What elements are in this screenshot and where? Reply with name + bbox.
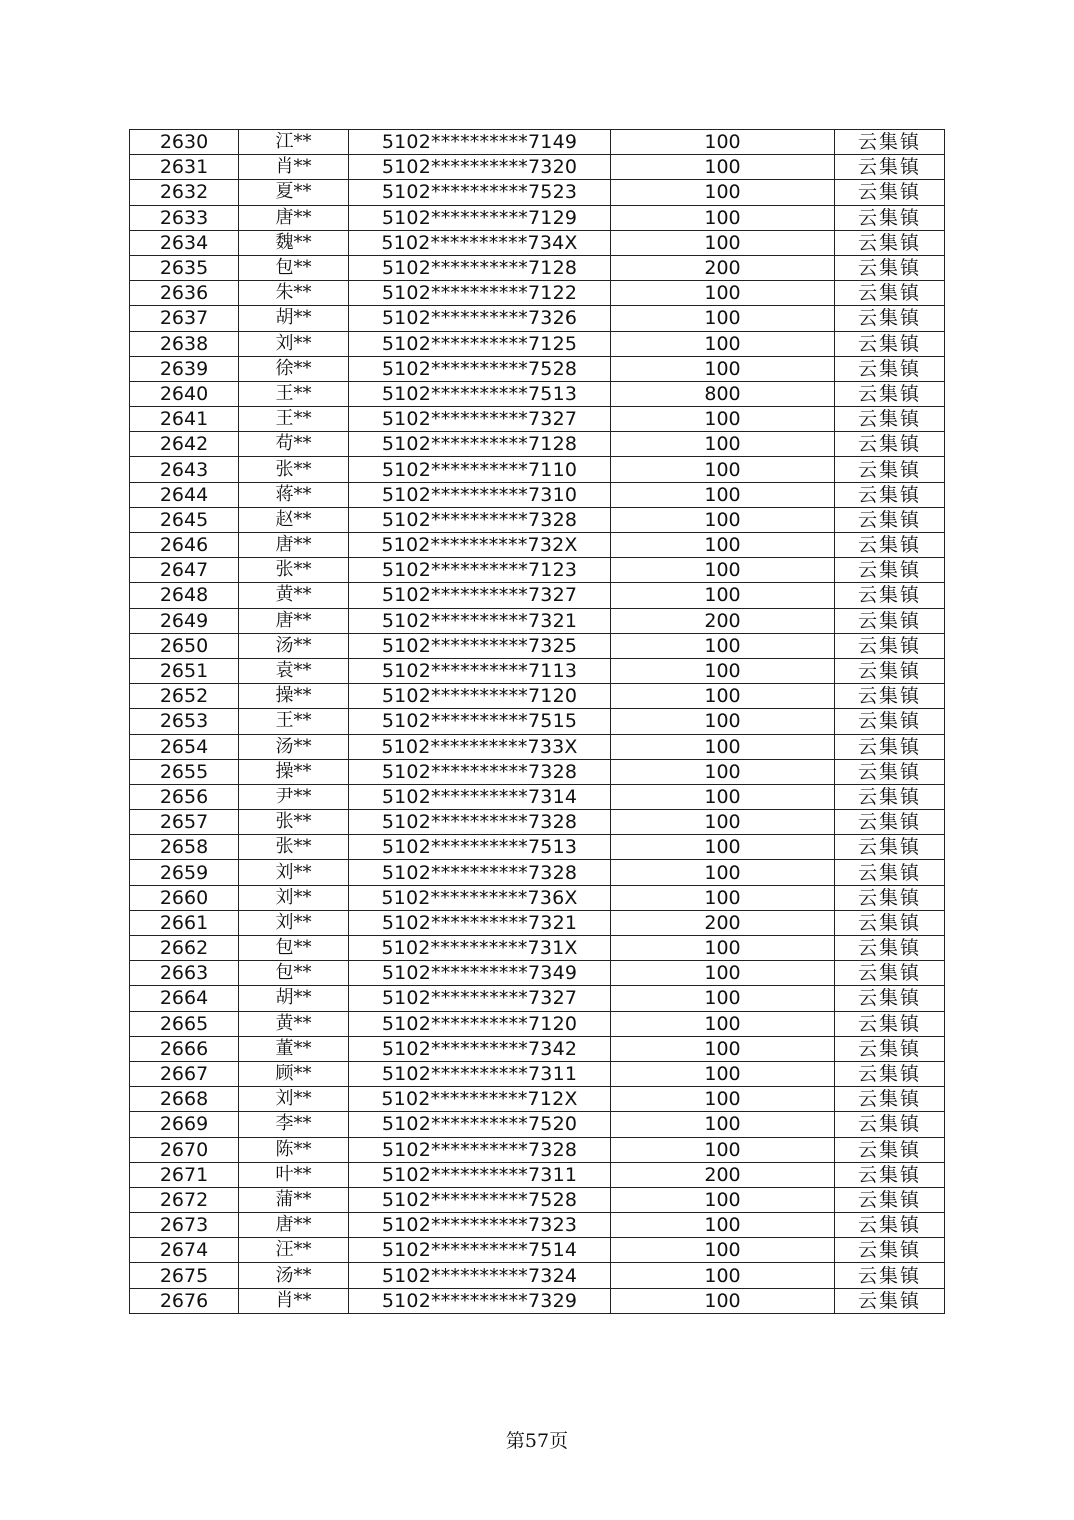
row-number-cell: 2636 [130, 281, 239, 306]
row-number-cell: 2666 [130, 1036, 239, 1061]
table-row [130, 356, 945, 381]
row-number-cell: 2659 [130, 860, 239, 885]
town-cell: 云集镇 [835, 633, 945, 658]
id-number-cell: 5102**********7314 [349, 784, 611, 809]
town-cell: 云集镇 [835, 1087, 945, 1112]
id-number-cell: 5102**********7321 [349, 608, 611, 633]
id-number-cell: 5102**********7110 [349, 457, 611, 482]
person-name-cell: 刘** [239, 860, 349, 885]
id-number-cell: 5102**********7328 [349, 810, 611, 835]
id-number-cell: 5102**********732X [349, 533, 611, 558]
id-number-cell: 5102**********7513 [349, 835, 611, 860]
id-number-cell: 5102**********7113 [349, 658, 611, 683]
table-row [130, 1036, 945, 1061]
table-row [130, 583, 945, 608]
amount-cell: 100 [611, 810, 835, 835]
amount-cell: 100 [611, 1061, 835, 1086]
row-number-cell: 2676 [130, 1288, 239, 1313]
table-row [130, 155, 945, 180]
person-name-cell: 操** [239, 759, 349, 784]
row-number-cell: 2671 [130, 1162, 239, 1187]
table-row [130, 784, 945, 809]
town-cell: 云集镇 [835, 759, 945, 784]
town-cell: 云集镇 [835, 910, 945, 935]
id-number-cell: 5102**********7120 [349, 684, 611, 709]
table-row [130, 936, 945, 961]
amount-cell: 100 [611, 306, 835, 331]
person-name-cell: 陈** [239, 1137, 349, 1162]
person-name-cell: 汤** [239, 1263, 349, 1288]
town-cell: 云集镇 [835, 1162, 945, 1187]
amount-cell: 100 [611, 860, 835, 885]
amount-cell: 100 [611, 1213, 835, 1238]
table-row [130, 507, 945, 532]
person-name-cell: 操** [239, 684, 349, 709]
amount-cell: 100 [611, 759, 835, 784]
row-number-cell: 2674 [130, 1238, 239, 1263]
amount-cell: 100 [611, 281, 835, 306]
id-number-cell: 5102**********7323 [349, 1213, 611, 1238]
town-cell: 云集镇 [835, 507, 945, 532]
amount-cell: 100 [611, 583, 835, 608]
table-row [130, 835, 945, 860]
person-name-cell: 尹** [239, 784, 349, 809]
amount-cell: 100 [611, 331, 835, 356]
town-cell: 云集镇 [835, 331, 945, 356]
table-row [130, 633, 945, 658]
row-number-cell: 2637 [130, 306, 239, 331]
row-number-cell: 2634 [130, 230, 239, 255]
id-number-cell: 5102**********7329 [349, 1288, 611, 1313]
person-name-cell: 刘** [239, 910, 349, 935]
town-cell: 云集镇 [835, 457, 945, 482]
id-number-cell: 5102**********7528 [349, 1187, 611, 1212]
town-cell: 云集镇 [835, 1288, 945, 1313]
id-number-cell: 5102**********736X [349, 885, 611, 910]
row-number-cell: 2667 [130, 1061, 239, 1086]
town-cell: 云集镇 [835, 558, 945, 583]
id-number-cell: 5102**********7122 [349, 281, 611, 306]
id-number-cell: 5102**********7327 [349, 407, 611, 432]
person-name-cell: 董** [239, 1036, 349, 1061]
person-name-cell: 黄** [239, 1011, 349, 1036]
amount-cell: 100 [611, 155, 835, 180]
town-cell: 云集镇 [835, 205, 945, 230]
row-number-cell: 2639 [130, 356, 239, 381]
table-row [130, 810, 945, 835]
id-number-cell: 5102**********7321 [349, 910, 611, 935]
amount-cell: 100 [611, 633, 835, 658]
person-name-cell: 张** [239, 457, 349, 482]
table-row [130, 255, 945, 280]
table-row [130, 885, 945, 910]
town-cell: 云集镇 [835, 961, 945, 986]
table-row [130, 130, 945, 155]
row-number-cell: 2647 [130, 558, 239, 583]
table-row [130, 1162, 945, 1187]
row-number-cell: 2635 [130, 255, 239, 280]
row-number-cell: 2643 [130, 457, 239, 482]
table-row [130, 1011, 945, 1036]
table-row [130, 533, 945, 558]
person-name-cell: 唐** [239, 533, 349, 558]
amount-cell: 100 [611, 961, 835, 986]
table-row [130, 432, 945, 457]
id-number-cell: 5102**********7342 [349, 1036, 611, 1061]
person-name-cell: 汪** [239, 1238, 349, 1263]
row-number-cell: 2641 [130, 407, 239, 432]
town-cell: 云集镇 [835, 407, 945, 432]
id-number-cell: 5102**********733X [349, 734, 611, 759]
town-cell: 云集镇 [835, 533, 945, 558]
person-name-cell: 蒋** [239, 482, 349, 507]
id-number-cell: 5102**********731X [349, 936, 611, 961]
amount-cell: 100 [611, 784, 835, 809]
table-row [130, 684, 945, 709]
town-cell: 云集镇 [835, 306, 945, 331]
person-name-cell: 唐** [239, 205, 349, 230]
person-name-cell: 张** [239, 835, 349, 860]
row-number-cell: 2658 [130, 835, 239, 860]
person-name-cell: 王** [239, 709, 349, 734]
person-name-cell: 朱** [239, 281, 349, 306]
row-number-cell: 2675 [130, 1263, 239, 1288]
amount-cell: 100 [611, 230, 835, 255]
table-row [130, 1238, 945, 1263]
town-cell: 云集镇 [835, 734, 945, 759]
table-row [130, 180, 945, 205]
id-number-cell: 5102**********7149 [349, 130, 611, 155]
table-row [130, 986, 945, 1011]
table-row [130, 1087, 945, 1112]
row-number-cell: 2657 [130, 810, 239, 835]
table-row [130, 1288, 945, 1313]
amount-cell: 100 [611, 1087, 835, 1112]
id-number-cell: 5102**********7320 [349, 155, 611, 180]
table-row [130, 558, 945, 583]
amount-cell: 200 [611, 910, 835, 935]
id-number-cell: 5102**********712X [349, 1087, 611, 1112]
row-number-cell: 2646 [130, 533, 239, 558]
row-number-cell: 2673 [130, 1213, 239, 1238]
table-row [130, 482, 945, 507]
table-row [130, 961, 945, 986]
person-name-cell: 肖** [239, 1288, 349, 1313]
town-cell: 云集镇 [835, 356, 945, 381]
town-cell: 云集镇 [835, 784, 945, 809]
person-name-cell: 包** [239, 961, 349, 986]
amount-cell: 100 [611, 1288, 835, 1313]
amount-cell: 100 [611, 936, 835, 961]
row-number-cell: 2663 [130, 961, 239, 986]
town-cell: 云集镇 [835, 684, 945, 709]
row-number-cell: 2645 [130, 507, 239, 532]
amount-cell: 100 [611, 658, 835, 683]
person-name-cell: 叶** [239, 1162, 349, 1187]
row-number-cell: 2649 [130, 608, 239, 633]
amount-cell: 200 [611, 608, 835, 633]
amount-cell: 100 [611, 507, 835, 532]
town-cell: 云集镇 [835, 835, 945, 860]
town-cell: 云集镇 [835, 1263, 945, 1288]
table-row [130, 860, 945, 885]
person-name-cell: 胡** [239, 986, 349, 1011]
amount-cell: 100 [611, 885, 835, 910]
table-row [130, 759, 945, 784]
person-name-cell: 赵** [239, 507, 349, 532]
table-row [130, 910, 945, 935]
id-number-cell: 5102**********7310 [349, 482, 611, 507]
id-number-cell: 5102**********7123 [349, 558, 611, 583]
amount-cell: 100 [611, 1137, 835, 1162]
table-row [130, 407, 945, 432]
person-name-cell: 黄** [239, 583, 349, 608]
table-row [130, 457, 945, 482]
id-number-cell: 5102**********7324 [349, 1263, 611, 1288]
amount-cell: 100 [611, 734, 835, 759]
id-number-cell: 5102**********7514 [349, 1238, 611, 1263]
person-name-cell: 苟** [239, 432, 349, 457]
table-row [130, 381, 945, 406]
town-cell: 云集镇 [835, 1011, 945, 1036]
table-row [130, 1061, 945, 1086]
row-number-cell: 2668 [130, 1087, 239, 1112]
id-number-cell: 5102**********734X [349, 230, 611, 255]
row-number-cell: 2642 [130, 432, 239, 457]
town-cell: 云集镇 [835, 432, 945, 457]
person-name-cell: 王** [239, 381, 349, 406]
table-row [130, 1112, 945, 1137]
row-number-cell: 2653 [130, 709, 239, 734]
table-row [130, 1263, 945, 1288]
row-number-cell: 2662 [130, 936, 239, 961]
person-name-cell: 刘** [239, 331, 349, 356]
row-number-cell: 2650 [130, 633, 239, 658]
row-number-cell: 2633 [130, 205, 239, 230]
person-name-cell: 汤** [239, 734, 349, 759]
row-number-cell: 2651 [130, 658, 239, 683]
town-cell: 云集镇 [835, 482, 945, 507]
data-table [129, 129, 945, 1314]
town-cell: 云集镇 [835, 860, 945, 885]
row-number-cell: 2660 [130, 885, 239, 910]
person-name-cell: 张** [239, 558, 349, 583]
person-name-cell: 汤** [239, 633, 349, 658]
page-number: 第57页 [505, 1430, 569, 1452]
amount-cell: 100 [611, 1187, 835, 1212]
id-number-cell: 5102**********7128 [349, 432, 611, 457]
town-cell: 云集镇 [835, 936, 945, 961]
person-name-cell: 张** [239, 810, 349, 835]
id-number-cell: 5102**********7515 [349, 709, 611, 734]
table-row [130, 734, 945, 759]
amount-cell: 100 [611, 482, 835, 507]
amount-cell: 100 [611, 130, 835, 155]
town-cell: 云集镇 [835, 1112, 945, 1137]
amount-cell: 100 [611, 180, 835, 205]
amount-cell: 100 [611, 558, 835, 583]
id-number-cell: 5102**********7326 [349, 306, 611, 331]
town-cell: 云集镇 [835, 1137, 945, 1162]
amount-cell: 100 [611, 205, 835, 230]
amount-cell: 100 [611, 1238, 835, 1263]
row-number-cell: 2630 [130, 130, 239, 155]
person-name-cell: 蒲** [239, 1187, 349, 1212]
town-cell: 云集镇 [835, 608, 945, 633]
id-number-cell: 5102**********7328 [349, 860, 611, 885]
town-cell: 云集镇 [835, 1036, 945, 1061]
table-body [130, 130, 945, 1314]
person-name-cell: 徐** [239, 356, 349, 381]
person-name-cell: 江** [239, 130, 349, 155]
town-cell: 云集镇 [835, 180, 945, 205]
amount-cell: 800 [611, 381, 835, 406]
person-name-cell: 唐** [239, 608, 349, 633]
row-number-cell: 2670 [130, 1137, 239, 1162]
town-cell: 云集镇 [835, 230, 945, 255]
table-row [130, 1137, 945, 1162]
amount-cell: 100 [611, 533, 835, 558]
id-number-cell: 5102**********7513 [349, 381, 611, 406]
amount-cell: 100 [611, 1036, 835, 1061]
town-cell: 云集镇 [835, 155, 945, 180]
town-cell: 云集镇 [835, 810, 945, 835]
row-number-cell: 2632 [130, 180, 239, 205]
row-number-cell: 2661 [130, 910, 239, 935]
town-cell: 云集镇 [835, 281, 945, 306]
town-cell: 云集镇 [835, 381, 945, 406]
table-row [130, 1213, 945, 1238]
amount-cell: 100 [611, 709, 835, 734]
amount-cell: 100 [611, 986, 835, 1011]
person-name-cell: 魏** [239, 230, 349, 255]
town-cell: 云集镇 [835, 986, 945, 1011]
id-number-cell: 5102**********7349 [349, 961, 611, 986]
amount-cell: 100 [611, 835, 835, 860]
town-cell: 云集镇 [835, 130, 945, 155]
row-number-cell: 2638 [130, 331, 239, 356]
id-number-cell: 5102**********7325 [349, 633, 611, 658]
id-number-cell: 5102**********7311 [349, 1061, 611, 1086]
id-number-cell: 5102**********7327 [349, 583, 611, 608]
town-cell: 云集镇 [835, 1238, 945, 1263]
town-cell: 云集镇 [835, 658, 945, 683]
row-number-cell: 2654 [130, 734, 239, 759]
amount-cell: 100 [611, 356, 835, 381]
amount-cell: 100 [611, 1011, 835, 1036]
table-row [130, 608, 945, 633]
amount-cell: 100 [611, 1263, 835, 1288]
person-name-cell: 胡** [239, 306, 349, 331]
person-name-cell: 王** [239, 407, 349, 432]
amount-cell: 200 [611, 1162, 835, 1187]
row-number-cell: 2669 [130, 1112, 239, 1137]
person-name-cell: 唐** [239, 1213, 349, 1238]
town-cell: 云集镇 [835, 1061, 945, 1086]
id-number-cell: 5102**********7328 [349, 1137, 611, 1162]
id-number-cell: 5102**********7328 [349, 759, 611, 784]
table-row [130, 331, 945, 356]
person-name-cell: 肖** [239, 155, 349, 180]
table-row [130, 658, 945, 683]
table-row [130, 205, 945, 230]
id-number-cell: 5102**********7125 [349, 331, 611, 356]
id-number-cell: 5102**********7311 [349, 1162, 611, 1187]
amount-cell: 100 [611, 407, 835, 432]
row-number-cell: 2656 [130, 784, 239, 809]
amount-cell: 100 [611, 457, 835, 482]
town-cell: 云集镇 [835, 885, 945, 910]
id-number-cell: 5102**********7128 [349, 255, 611, 280]
row-number-cell: 2648 [130, 583, 239, 608]
row-number-cell: 2631 [130, 155, 239, 180]
table-row [130, 281, 945, 306]
id-number-cell: 5102**********7327 [349, 986, 611, 1011]
row-number-cell: 2672 [130, 1187, 239, 1212]
table-row [130, 306, 945, 331]
person-name-cell: 李** [239, 1112, 349, 1137]
id-number-cell: 5102**********7523 [349, 180, 611, 205]
town-cell: 云集镇 [835, 583, 945, 608]
row-number-cell: 2644 [130, 482, 239, 507]
person-name-cell: 袁** [239, 658, 349, 683]
row-number-cell: 2640 [130, 381, 239, 406]
amount-cell: 100 [611, 684, 835, 709]
person-name-cell: 刘** [239, 885, 349, 910]
person-name-cell: 包** [239, 255, 349, 280]
row-number-cell: 2655 [130, 759, 239, 784]
id-number-cell: 5102**********7328 [349, 507, 611, 532]
person-name-cell: 夏** [239, 180, 349, 205]
id-number-cell: 5102**********7129 [349, 205, 611, 230]
table-row [130, 709, 945, 734]
town-cell: 云集镇 [835, 1187, 945, 1212]
amount-cell: 100 [611, 432, 835, 457]
person-name-cell: 刘** [239, 1087, 349, 1112]
town-cell: 云集镇 [835, 1213, 945, 1238]
id-number-cell: 5102**********7520 [349, 1112, 611, 1137]
amount-cell: 100 [611, 1112, 835, 1137]
amount-cell: 200 [611, 255, 835, 280]
town-cell: 云集镇 [835, 709, 945, 734]
id-number-cell: 5102**********7528 [349, 356, 611, 381]
person-name-cell: 顾** [239, 1061, 349, 1086]
row-number-cell: 2664 [130, 986, 239, 1011]
row-number-cell: 2652 [130, 684, 239, 709]
table-row [130, 230, 945, 255]
row-number-cell: 2665 [130, 1011, 239, 1036]
town-cell: 云集镇 [835, 255, 945, 280]
table-row [130, 1187, 945, 1212]
person-name-cell: 包** [239, 936, 349, 961]
id-number-cell: 5102**********7120 [349, 1011, 611, 1036]
